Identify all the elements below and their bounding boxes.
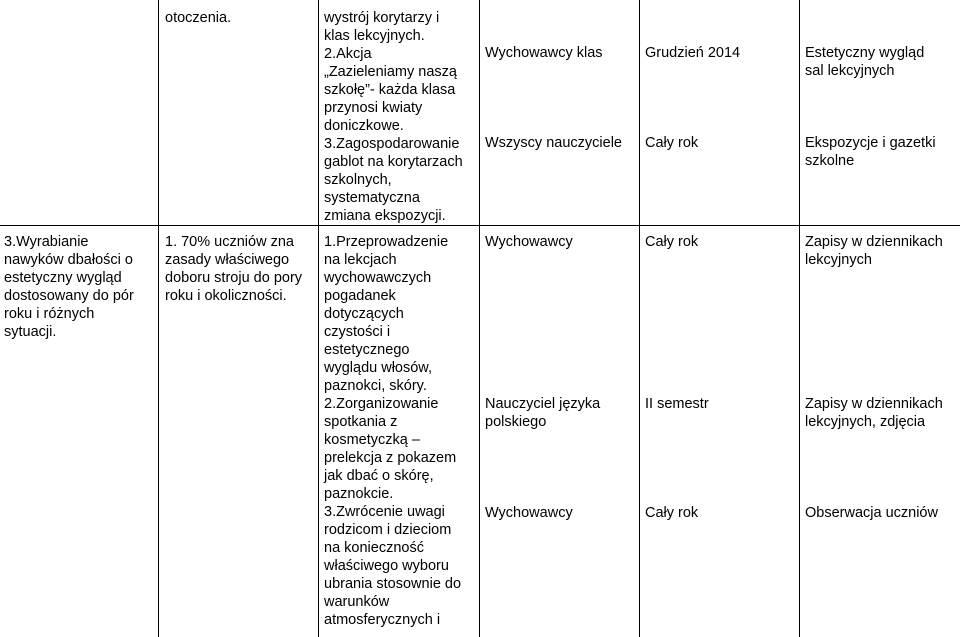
evidence-cell: Zapisy w dziennikach lekcyjnych [805,234,943,268]
responsible-cell: Wychowawcy [485,505,573,521]
deadline-cell: Grudzień 2014 [645,45,741,61]
responsible-cell: Wychowawcy klas [485,45,603,61]
column-divider [318,0,319,637]
deadline-cell: Cały rok [645,135,699,151]
evidence-cell: Estetyczny wygląd sal lekcyjnych [805,45,925,79]
criterion-cell: otoczenia. [165,10,232,26]
deadline-cell: II semestr [645,396,709,412]
tasks-cell: 1.Przeprowadzenie na lekcjach wychowawczych pogadanek dotyczących czystości i estetycznego wyglądu włosów, paznokci, skóry. 2.Zorganizowanie spotkania z kosmetyczką – prelekcja z pokazem jak dbać o skórę, paznokcie. 3.Zwrócenie uwagi rodzicom i dzieciom na konieczność właściwego wyboru ubrania stosownie do warunków atmosferycznych i [324,234,462,628]
deadline-cell: Cały rok [645,234,699,250]
column-divider [479,0,480,637]
evidence-cell: Zapisy w dziennikach lekcyjnych, zdjęcia [805,396,943,430]
responsible-cell: Wychowawcy [485,234,573,250]
column-divider [799,0,800,637]
tasks-cell: wystrój korytarzy i klas lekcyjnych. 2.Akcja „Zazieleniamy naszą szkołę”- każda klasa przynosi kwiaty doniczkowe. 3.Zagospodarowanie gablot na korytarzach szkolnych, systematyczna zmiana ekspozycji. [324,10,463,224]
responsible-cell: Wszyscy nauczyciele [485,135,622,151]
evidence-cell: Obserwacja uczniów [805,505,938,521]
responsible-cell: Nauczyciel języka polskiego [485,396,601,430]
column-divider [639,0,640,637]
criterion-cell: 1. 70% uczniów zna zasady właściwego doboru stroju do pory roku i okoliczności. [165,234,303,304]
column-divider [158,0,159,637]
row-divider [0,225,960,226]
goal-cell: 3.Wyrabianie nawyków dbałości o estetyczny wygląd dostosowany do pór roku i różnych sytuacji. [4,234,134,340]
deadline-cell: Cały rok [645,505,699,521]
evidence-cell: Ekspozycje i gazetki szkolne [805,135,936,169]
